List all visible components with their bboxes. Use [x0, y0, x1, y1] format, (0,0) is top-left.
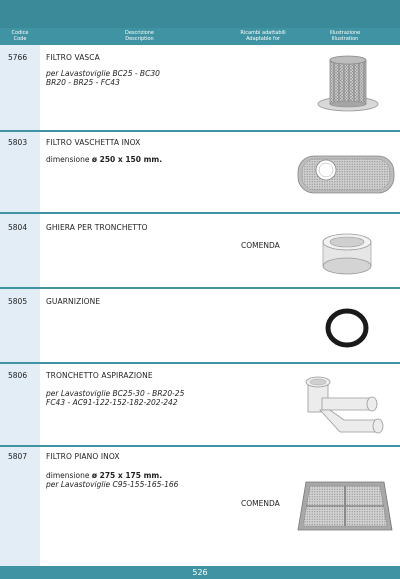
row-separator [0, 212, 400, 214]
item-code: 5803 [8, 138, 28, 147]
header-adaptable: Ricambi adattabili Adaptable for [240, 30, 286, 42]
item-description: per Lavastoviglie BC25 - BC30 BR20 - BR25 - FC43 [46, 69, 160, 87]
header-code: Codice Code [11, 30, 29, 42]
flat-tray-filter-icon [296, 478, 394, 534]
ring-nut-icon [318, 232, 376, 278]
suction-pipe-icon [300, 372, 388, 438]
item-code: 5804 [8, 223, 28, 232]
row-separator [0, 362, 400, 364]
row-separator [0, 130, 400, 132]
flat-perforated-filter-icon [296, 153, 396, 195]
item-title: FILTRO PIANO INOX [46, 452, 120, 461]
page-number: 526 [0, 566, 400, 579]
item-title: GUARNIZIONE [46, 297, 101, 306]
item-title: FILTRO VASCHETTA INOX [46, 138, 141, 147]
item-adaptable: COMENDA [241, 499, 280, 508]
row-separator [0, 287, 400, 289]
item-code: 5807 [8, 452, 28, 461]
header-description: Descrizione Description [124, 30, 155, 42]
item-description: dimensione ø 250 x 150 mm. [46, 155, 163, 164]
item-description: dimensione ø 275 x 175 mm. per Lavastoviglie C95-155-165-166 [46, 471, 179, 489]
gasket-icon [324, 307, 370, 349]
item-code: 5805 [8, 297, 28, 306]
item-title: TRONCHETTO ASPIRAZIONE [46, 371, 153, 380]
item-adaptable: COMENDA [241, 241, 280, 250]
item-code: 5806 [8, 371, 28, 380]
item-title: GHIERA PER TRONCHETTO [46, 223, 148, 232]
item-description: per Lavastoviglie BC25-30 - BR20-25 FC43 - AC91-122-152-182-202-242 [46, 389, 185, 407]
header-illustration: Illustrazione Illustration [329, 30, 361, 42]
row-separator [0, 445, 400, 447]
item-title: FILTRO VASCA [46, 53, 100, 62]
cylindrical-mesh-filter-icon [312, 52, 384, 116]
item-code: 5766 [8, 53, 28, 62]
top-banner [0, 0, 400, 28]
table-header [0, 28, 400, 45]
